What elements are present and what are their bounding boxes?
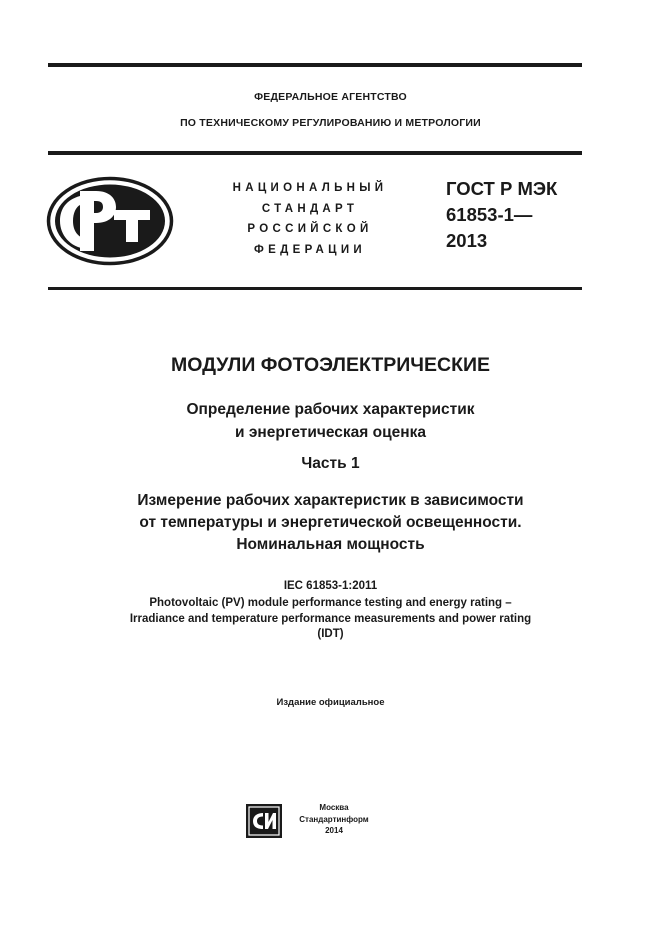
middle-rule <box>48 151 582 155</box>
iec-title-line: Photovoltaic (PV) module performance testing and energy rating – <box>149 597 512 609</box>
iec-title-line: Irradiance and temperature performance measurements and power rating <box>129 612 532 625</box>
part-title-line: от температуры и энергетической освещенности. <box>139 514 522 531</box>
subtitle-line: и энергетическая оценка <box>235 424 426 441</box>
part-title <box>0 490 661 556</box>
iec-reference: IEC 61853-1:2011 <box>283 580 378 592</box>
designation-line: ГОСТ Р МЭК <box>446 178 558 199</box>
standard-type-line: РОССИЙСКОЙ <box>247 223 373 235</box>
rst-logo-icon <box>46 176 174 266</box>
part-number: Часть 1 <box>301 455 360 472</box>
standartinform-logo-icon <box>246 804 282 838</box>
iec-title-line: (IDT) <box>317 628 344 640</box>
agency-line-1: ФЕДЕРАЛЬНОЕ АГЕНТСТВО <box>254 91 407 103</box>
document-subtitle <box>0 398 661 444</box>
subtitle-line: Определение рабочих характеристик <box>186 401 475 418</box>
document-title: МОДУЛИ ФОТОЭЛЕКТРИЧЕСКИЕ <box>170 354 491 376</box>
standard-type <box>212 178 408 260</box>
publisher-info <box>288 802 380 837</box>
standard-type-line: СТАНДАРТ <box>261 202 359 215</box>
part-title-line: Номинальная мощность <box>236 536 425 553</box>
standard-type-line: НАЦИОНАЛЬНЫЙ <box>232 182 388 194</box>
publisher-city: Москва <box>319 803 349 812</box>
designation-line: 61853-1— <box>446 204 533 225</box>
agency-line-2: ПО ТЕХНИЧЕСКОМУ РЕГУЛИРОВАНИЮ И МЕТРОЛОГИИ <box>180 117 481 129</box>
publisher-year: 2014 <box>325 826 343 835</box>
part-title-line: Измерение рабочих характеристик в зависимости <box>137 492 524 509</box>
iec-title <box>0 596 661 643</box>
bottom-rule <box>48 287 582 290</box>
designation-line: 2013 <box>446 230 488 251</box>
publisher-name: Стандартинформ <box>299 814 369 824</box>
top-rule <box>48 63 582 67</box>
edition-label: Издание официальное <box>276 697 385 708</box>
standard-type-line: ФЕДЕРАЦИИ <box>254 243 366 256</box>
standard-designation <box>446 176 557 254</box>
